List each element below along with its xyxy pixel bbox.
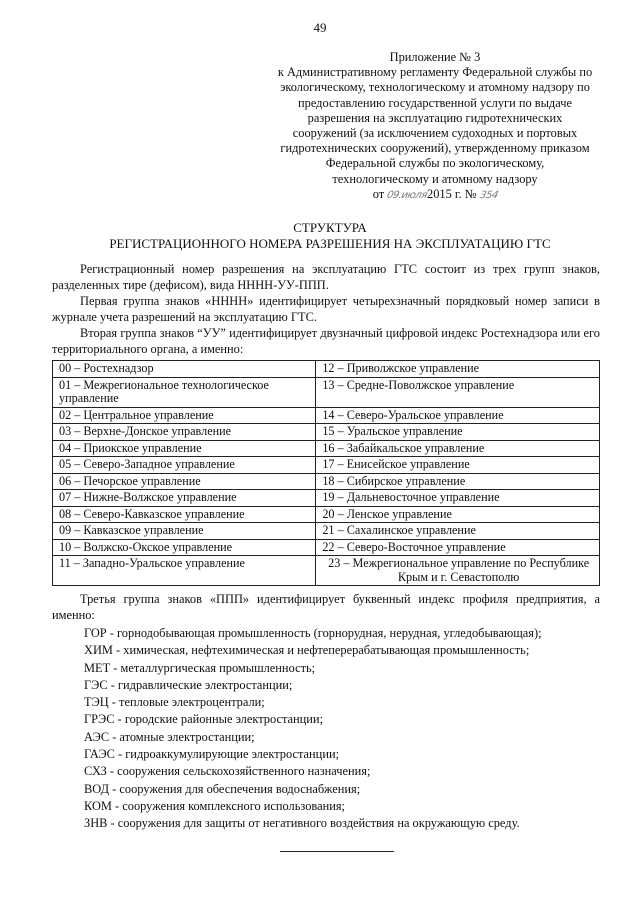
profile-description: - сооружения сельскохозяйственного назначения; xyxy=(106,764,371,779)
profile-code: ТЭЦ xyxy=(84,695,109,710)
list-item xyxy=(84,729,604,746)
profile-code: ГЭС xyxy=(84,677,108,692)
profile-description: - гидроаккумулирующие электростанции; xyxy=(114,747,340,762)
table-cell: 02 – Центральное управление xyxy=(53,407,316,424)
table-cell: 07 – Нижне-Волжское управление xyxy=(53,490,316,507)
title-line-1: СТРУКТУРА xyxy=(293,220,367,235)
table-row xyxy=(53,490,600,507)
profile-description: - сооружения комплексного использования; xyxy=(111,798,345,813)
handwritten-date: 09.июля xyxy=(386,189,429,201)
appendix-line: технологическому и атомному надзору xyxy=(332,171,538,186)
table-cell: 14 – Северо-Уральское управление xyxy=(316,407,600,424)
profile-description: - горнодобывающая промышленность (горнорудная, нерудная, угледобывающая); xyxy=(106,626,542,640)
table-cell: 08 – Северо-Кавказское управление xyxy=(53,506,316,523)
list-item xyxy=(84,711,604,728)
list-item xyxy=(84,763,604,780)
profile-description: - гидравлические электростанции; xyxy=(107,677,293,692)
table-cell: 15 – Уральское управление xyxy=(316,424,600,441)
appendix-line: сооружений (за исключением судоходных и портовых xyxy=(292,126,578,141)
table-cell: 05 – Северо-Западное управление xyxy=(53,457,316,474)
list-item xyxy=(84,815,604,832)
profile-code: ВОД xyxy=(84,781,110,796)
paragraph-first-group: Первая группа знаков «НННН» идентифицирует четырехзначный порядковый номер записи в журнале учета разрешений на эксплуатацию ГТС. xyxy=(52,294,600,324)
profile-description: - сооружения для защиты от негативного воздействия на окружающую среду. xyxy=(107,816,520,831)
appendix-line: предоставлению государственной услуги по выдаче xyxy=(298,95,572,110)
profile-code: ХИМ xyxy=(84,643,113,658)
list-item xyxy=(84,660,604,677)
profile-description: - химическая, нефтехимическая и нефтеперерабатывающая промышленность; xyxy=(112,643,530,658)
closing-divider xyxy=(280,851,394,852)
profile-code: ГРЭС xyxy=(84,712,115,727)
table-cell: 21 – Сахалинское управление xyxy=(316,523,600,540)
date-prefix: от xyxy=(372,186,385,201)
profile-code: СХЗ xyxy=(84,764,107,779)
profile-description: - тепловые электроцентрали; xyxy=(108,695,265,710)
appendix-line: разрешения на эксплуатацию гидротехнических xyxy=(307,110,563,125)
profile-code: ЗНВ xyxy=(84,816,108,831)
table-row xyxy=(53,539,600,556)
office-codes-table xyxy=(52,360,600,586)
profile-description: - сооружения для обеспечения водоснабжения; xyxy=(109,781,361,796)
paragraph-structure: Регистрационный номер разрешения на эксплуатацию ГТС состоит из трех групп знаков, разделенных тире (дефисом), вида НННН-УУ-ППП. xyxy=(52,262,600,292)
profile-code: ГАЭС xyxy=(84,747,115,762)
table-cell: 01 – Межрегиональное технологическое управление xyxy=(53,377,316,407)
paragraph-second-group: Вторая группа знаков “УУ” идентифицирует двузначный цифровой индекс Ростехнадзора или его территориального органа, а именно: xyxy=(52,326,600,356)
table-row xyxy=(53,523,600,540)
list-item xyxy=(84,677,604,694)
profile-description: - металлургическая промышленность; xyxy=(110,660,316,675)
table-cell: 10 – Волжско-Окское управление xyxy=(53,539,316,556)
list-item xyxy=(84,625,604,642)
profile-code: КОМ xyxy=(84,798,112,813)
table-row xyxy=(53,407,600,424)
appendix-line: Федеральной службы по экологическому, xyxy=(325,156,545,171)
handwritten-number: 354 xyxy=(478,189,499,201)
list-item xyxy=(84,746,604,763)
list-item xyxy=(84,642,604,659)
date-year: 2015 г. № xyxy=(427,186,477,201)
table-cell: 17 – Енисейское управление xyxy=(316,457,600,474)
table-row xyxy=(53,473,600,490)
appendix-date-line xyxy=(260,187,610,203)
profile-code: ГОР xyxy=(84,626,107,640)
profile-description: - городские районные электростанции; xyxy=(114,712,324,727)
table-row xyxy=(53,377,600,407)
table-row xyxy=(53,424,600,441)
list-item xyxy=(84,781,604,798)
table-row xyxy=(53,440,600,457)
document-title xyxy=(30,220,630,252)
appendix-line: гидротехнических сооружений), утвержденному приказом xyxy=(280,141,590,156)
table-cell: 06 – Печорское управление xyxy=(53,473,316,490)
table-row xyxy=(53,361,600,378)
table-cell: 03 – Верхне-Донское управление xyxy=(53,424,316,441)
profile-description: - атомные электростанции; xyxy=(109,729,255,744)
table-cell: 11 – Западно-Уральское управление xyxy=(53,556,316,586)
title-line-2: РЕГИСТРАЦИОННОГО НОМЕРА РАЗРЕШЕНИЯ НА ЭКСПЛУАТАЦИЮ ГТС xyxy=(109,236,551,251)
profile-code: АЭС xyxy=(84,729,110,744)
table-row xyxy=(53,556,600,586)
table-cell: 13 – Средне-Поволжское управление xyxy=(316,377,600,407)
profile-code-list xyxy=(84,625,604,833)
table-row xyxy=(53,457,600,474)
appendix-line: к Административному регламенту Федеральной службы по xyxy=(277,65,593,80)
table-cell: 04 – Приокское управление xyxy=(53,440,316,457)
table-cell: 22 – Северо-Восточное управление xyxy=(316,539,600,556)
table-cell: 09 – Кавказское управление xyxy=(53,523,316,540)
paragraph-third-group: Третья группа знаков «ППП» идентифицирует буквенный индекс профиля предприятия, а именно: xyxy=(52,592,600,622)
table-cell: 20 – Ленское управление xyxy=(316,506,600,523)
table-cell: 18 – Сибирское управление xyxy=(316,473,600,490)
table-cell: 23 – Межрегиональное управление по Республике Крым и г. Севастополю xyxy=(316,556,600,586)
page-number: 49 xyxy=(313,20,327,35)
table-cell: 19 – Дальневосточное управление xyxy=(316,490,600,507)
table-cell: 16 – Забайкальское управление xyxy=(316,440,600,457)
appendix-header xyxy=(260,50,610,203)
table-cell: 12 – Приволжское управление xyxy=(316,361,600,378)
list-item xyxy=(84,798,604,815)
table-row xyxy=(53,506,600,523)
profile-code: МЕТ xyxy=(84,660,111,675)
list-item xyxy=(84,694,604,711)
appendix-title: Приложение № 3 xyxy=(389,50,481,64)
table-cell: 00 – Ростехнадзор xyxy=(53,361,316,378)
appendix-line: экологическому, технологическому и атомному надзору по xyxy=(280,80,590,95)
